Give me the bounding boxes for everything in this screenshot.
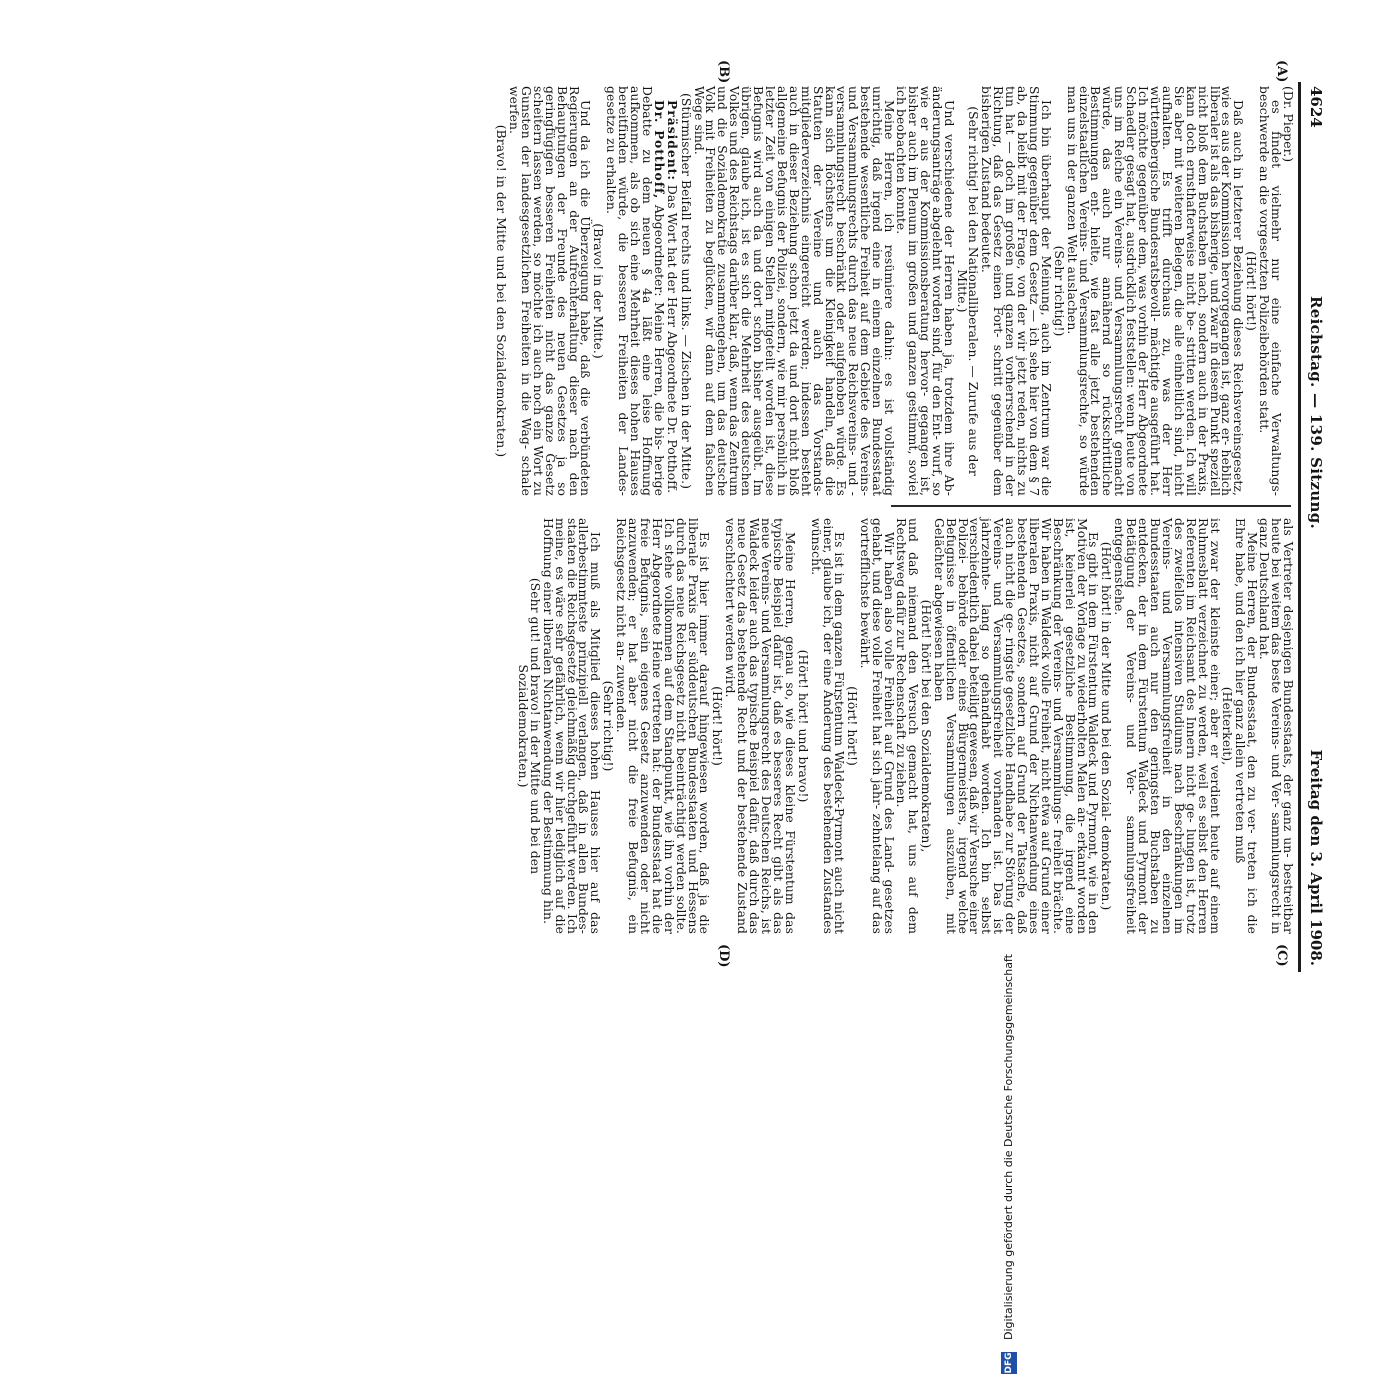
dfg-logo-icon: DFG xyxy=(1001,1352,1017,1374)
page-header xyxy=(1305,86,1327,966)
digitization-credit xyxy=(1000,0,1022,1380)
president-label: Präsident: xyxy=(664,100,680,181)
speaker-label: Dr. Potthoff, xyxy=(651,100,667,200)
paragraph: Meine Herren, ich resümiere dahin: es ist vollständig unrichtig, daß irgend eine in einem einzelnen Bundesstaat bestehende wesentliche Freiheit auf dem Gebiete des Vereins- und Versammlungsrechts durch das neue Reichsvereins- und -versammlungsrecht beschränkt oder aufgehoben würde. Es kann sich höchstens um die Kleinigkeit handeln, daß die Statuten der Vereine und auch das Vorstands- mitgliederverzeichnis eingereicht werden; indessen besteht auch in dieser Beziehung schon jetzt da und dort nicht bloß allgemeine Befugnis der Polizei, sondern, wie mir persönlich in letzter Zeit von einigen Stellen mitgeteilt worden ist, diese Befugnis wird auch da und dort schon bisher ausgeübt. Im übrigen, glaube ich, ist es sich die Mehrheit des deutschen Volkes und des Reichstags darüber klar, daß, wenn das Zentrum und die Sozialdemokratie zusammengehen, um das deutsche Volk mit Freiheiten zu beglücken, wir dann auf dem falschen Wege sind. xyxy=(691,86,897,496)
paragraph: Wir haben also volle Freiheit auf Grund des Land- gesetzes gehabt, und diese volle Freiheit hat sich jahr- zehntelang auf das vortrefflichste bewährt. xyxy=(858,518,897,934)
paragraph: Und verschiedene der Herren haben ja, trotzdem ihre Ab- änderungsanträge abgelehnt worden sind, für den Ent- wurf, so wie er aus der Kommissionsberatung hervor- gegangen ist, bisher auch im Plenum im großen und ganzen gestimmt, soviel ich beobachten konnte. xyxy=(894,86,956,496)
interjection: (Hört! hört!) xyxy=(1244,251,1259,331)
speech-text: Abgeordneter: Meine Herren, die bis- herige Debatte zu dem neuen § 4a läßt eine leise Hoffnung aufkommen, als ob sich eine Mehrheit dieses hohen Hauses bereitfinden würde, die besseren Freiheiten der Landes- gesetze zu erhalten. xyxy=(604,86,666,496)
header-rule xyxy=(1298,82,1301,972)
interjection: (Sehr richtig!) xyxy=(1051,245,1066,337)
paragraph: Ich bin überhaupt der Meinung, auch im Zentrum war die Stimmung gegenüber dem Gesetz — ich sehe hier von dem § 7 ab, da bleibt mit der Frage, von der wir jetzt reden, nichts zu tun hat — doch im großen und ganzen vorherrschend in der Richtung, daß das Gesetz einen Fort- schritt gegenüber dem bisherigen Zustand bedeutet. xyxy=(979,86,1053,496)
credit-text: Digitalisierung gefördert durch die Deutsche Forschungsgemeinschaft xyxy=(1002,954,1015,1340)
paragraph: Meine Herren, genau so, wie dieses kleine Fürstentum das typische Beispiel dafür ist, daß es besseres Recht gibt als das neue Vereins- und Versammlungsrecht des Deutschen Reichs, ist Waldeck leider auch das typische Beispiel dafür, daß durch das neue Gesetz das bestehende Recht und der bestehende Zustand verschlechtert werden wird. xyxy=(723,518,797,934)
interjection: (Hört! hört! bei den Sozialdemokraten), xyxy=(918,599,933,853)
interjection: (Sehr richtig! bei den Nationalliberalen. — Zurufe aus der Mitte.) xyxy=(954,106,981,476)
margin-marker-b: (B) xyxy=(716,60,731,84)
paragraph: ist zwar der kleinste einer; aber er verdient heute auf einem Ruhmesblatt verzeichnet zu werden, weil es selbst den Herren Referenten im Reichsamt des Innern nicht ge- lungen ist, trotz des zweifellos intensiven Studiums nach Beschränkungen im Vereins- und Versammlungsfreiheit in den einzelnen Bundesstaaten auch nur den geringsten Buchstaben zu entdecken, der in dem Fürstentum Waldeck und Pyrmont der Betätigung der Vereins- und Ver- sammlungsfreiheit entgegenstehe. xyxy=(1112,518,1222,934)
margin-marker-a: (A) xyxy=(1274,60,1289,83)
interjection: (Hört! hört!) xyxy=(845,686,860,766)
left-column xyxy=(493,86,1293,496)
interjection: (Heiterkeit), xyxy=(1220,686,1235,766)
paragraph: Es ist in dem ganzen Fürstentum Waldeck-Pyrmont auch nicht einer, glaube ich, der eine Änderung des bestehenden Zustandes wünscht. xyxy=(808,518,847,934)
paragraph: Es gibt in dem Fürstentum Waldeck und Pyrmont, wie in den Motiven der Vorlage zu wiederholten Malen an- erkannt worden ist, keinerlei gesetzliche Bestimmung, die irgend eine Beschränkung der Vereins- und Versammlungs- freiheit brächte. Wir haben in Waldeck volle Freiheit, nicht etwa auf Grund einer liberalen Praxis, nicht auf Grund der Nichtanwendung eines bestehenden Gesetzes, sondern auf Grund der Tatsache, daß auch nicht die ge- ringste gesetzliche Handhabe zur Störung der Vereins- und Versammlungsfreiheit vorhanden ist. Das ist jahrzehnte- lang so gehandhabt worden. Ich bin selbst verschiedentlich dabei beteiligt gewesen, daß wir Versuche einer Polizei- behörde oder eines Bürgermeisters, irgend welche Befugnisse in öffentlichen Versammlungen auszuüben, mit Gelächter abgewiesen haben xyxy=(931,518,1101,934)
interjection: (Bravo! in der Mitte.) xyxy=(591,223,606,359)
right-column xyxy=(515,518,1293,934)
interjection: (Hört! hört! in der Mitte und bei den Sozial- demokraten.) xyxy=(1099,541,1114,911)
potthoff-speech xyxy=(604,86,665,496)
margin-marker-c: (C) xyxy=(1274,944,1289,967)
margin-marker-d: (D) xyxy=(716,944,731,968)
paragraph: und daß niemand den Versuch gemacht hat, uns auf dem Rechtsweg dafür zur Rechenschaft zu ziehen. xyxy=(894,518,920,934)
paragraph: Es ist hier immer darauf hingewiesen worden, daß ja die liberale Praxis der süddeutschen Bundesstaaten und Hessens durch das neue Reichsgesetz nicht beeinträchtigt werden sollte. Ich stehe vollkommen auf dem Standpunkt, wie ihn vorhin der Herr Abgeordnete Heine vertreten hat: der Bundesstaat hat die freie Befugnis, sein eigenes Gesetz anzuwenden oder nicht anzuwenden; er hat aber nicht die freie Befugnis, ein Reichsgesetz nicht an- zuwenden. xyxy=(614,518,712,934)
paragraph: Und da ich die Überzeugung habe, daß die verbündeten Regierungen an der Aufrechterhaltung dieser nach den Behauptungen der Freunde des neuen Gesetzes ja so geringfügigen besseren Freiheiten nicht das ganze Gesetz scheitern lassen werden, so möchte ich auch noch ein Wort zu Gunsten der landesgesetzlichen Freiheiten in die Wag- schale werfen. xyxy=(507,86,593,496)
interjection: (Sehr richtig!) xyxy=(601,680,616,772)
page-title: Reichstag. — 139. Sitzung. xyxy=(1307,296,1325,530)
session-date: Freitag den 3. April 1908. xyxy=(1307,749,1325,966)
paragraph: Daß auch in letzterer Beziehung dieses Reichsvereinsgesetz, wie es aus der Kommission hervorgegangen ist, ganz er- heblich liberaler ist als das bisherige, und zwar in diesem Punkt speziell nicht bloß dem Buchstaben nach, sondern auch in der Praxis, kann doch ernsthafterweise nicht be- stritten werden. Ich will Sie aber mit weiteren Belegen, die alle einheitlich sind, nicht aufhalten. Es trifft durchaus zu, was der Herr württembergische Bundesratsbevoll- mächtigte ausgeführt hat. Ich möchte gegenüber dem, was vorhin der Herr Abgeordnete Schaedler gesagt hat, ausdrücklich feststellen: wenn heute von uns im Reiche ein Vereins- und Versammlungsrecht gemacht würde, das auch nur annähernd so rückschrittliche Bestimmungen ent- hielte, wie fast alle jetzt bestehenden einzelstaatlichen Vereins- und Versammlungsrechte, so würde man uns in der ganzen Welt auslachen. xyxy=(1064,86,1246,496)
interjection: (Sehr gut! und bravo! in der Mitte und bei den Sozialdemokraten.) xyxy=(515,577,542,875)
speaker-continuation: (Dr. Pieper.) xyxy=(1281,86,1295,163)
page-number: 4624 xyxy=(1307,86,1325,128)
interjection: (Hört! hört!) xyxy=(710,686,725,766)
interjection: (Bravo! in der Mitte und bei den Sozialdemokraten.) xyxy=(494,124,509,458)
paragraph: es findet vielmehr nur eine einfache Verwaltungs- beschwerde an die vorgesetzten Polizeibehörden statt. xyxy=(1257,86,1284,496)
paragraph: Meine Herren, der Bundesstaat, den zu ver- treten ich die Ehre habe, und den ich hier ganz allein vertreten muß xyxy=(1233,518,1260,934)
column-divider xyxy=(891,505,1291,507)
paragraph: als Vertreter desjenigen Bundesstaats, der ganz un- bestreitbar heute bei weitem das beste Vereins- und Ver- sammlungsrecht in ganz Deutschland hat. xyxy=(1257,518,1295,934)
paragraph: Ich muß als Mitglied dieses hohen Hauses hier auf das allerbestimmteste prinzipiell verlangen, daß in allen Bundes- staaten die Reichsgesetze gleichmäßig durchgeführt werden. Ich meine, es wäre sehr gefährlich, wenn wir hier lediglich auf die Hoffnung einer liberalen Nichtanwendung der Bestimmung hin. xyxy=(540,518,603,934)
president-text: Das Wort hat der Herr Abgeordnete Dr. Potthoff. xyxy=(664,184,679,494)
interjection: (Hört! hört! und bravo!) xyxy=(795,649,810,803)
interjection: (Stürmischer Beifall rechts und links. — Zischen in der Mitte.) xyxy=(678,92,693,490)
